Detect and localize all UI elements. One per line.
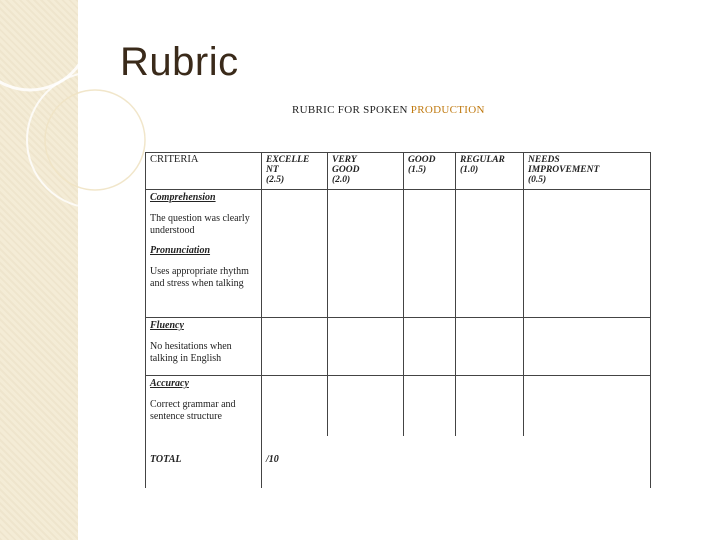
total-value: /10 — [262, 436, 524, 489]
header-needs-improvement: NEEDS IMPROVEMENT (0.5) — [524, 153, 651, 190]
criterion-accuracy-desc: Correct grammar and sentence structure — [150, 399, 236, 422]
header-criteria: CRITERIA — [146, 153, 262, 190]
header-good: GOOD (1.5) — [404, 153, 456, 190]
score-cell — [262, 190, 328, 318]
slide-title: Rubric — [120, 40, 239, 84]
criteria-cell — [146, 190, 262, 318]
score-cell — [328, 318, 404, 376]
criterion-fluency: Fluency — [150, 320, 184, 331]
rubric-row-comprehension-pronunciation — [146, 190, 651, 318]
total-label: TOTAL — [146, 436, 262, 489]
header-very-good: VERY GOOD (2.0) — [328, 153, 404, 190]
score-cell — [404, 376, 456, 436]
document-title-highlight: PRODUCTION — [410, 104, 485, 116]
document-title — [292, 104, 485, 116]
score-cell — [328, 190, 404, 318]
criterion-pronunciation-desc: Uses appropriate rhythm and stress when talking — [150, 266, 249, 289]
score-cell — [328, 376, 404, 436]
score-cell — [524, 190, 651, 318]
rubric-header-row — [146, 153, 651, 190]
document-title-main: RUBRIC FOR SPOKEN — [292, 104, 411, 116]
criteria-cell — [146, 318, 262, 376]
score-cell — [456, 376, 524, 436]
criterion-accuracy: Accuracy — [150, 378, 189, 389]
total-spacer — [524, 436, 651, 489]
rubric-row-accuracy — [146, 376, 651, 436]
score-cell — [524, 376, 651, 436]
score-cell — [404, 190, 456, 318]
score-cell — [262, 318, 328, 376]
score-cell — [404, 318, 456, 376]
score-cell — [456, 318, 524, 376]
rubric-row-total — [146, 436, 651, 489]
rubric-row-fluency — [146, 318, 651, 376]
header-regular: REGULAR (1.0) — [456, 153, 524, 190]
header-excellent: EXCELLE NT (2.5) — [262, 153, 328, 190]
score-cell — [456, 190, 524, 318]
criteria-cell — [146, 376, 262, 436]
rubric-table — [145, 152, 651, 488]
score-cell — [524, 318, 651, 376]
criterion-pronunciation: Pronunciation — [150, 245, 211, 256]
score-cell — [262, 376, 328, 436]
criterion-fluency-desc: No hesitations when talking in English — [150, 341, 232, 364]
criterion-comprehension: Comprehension — [150, 192, 216, 203]
criterion-comprehension-desc: The question was clearly understood — [150, 213, 250, 236]
